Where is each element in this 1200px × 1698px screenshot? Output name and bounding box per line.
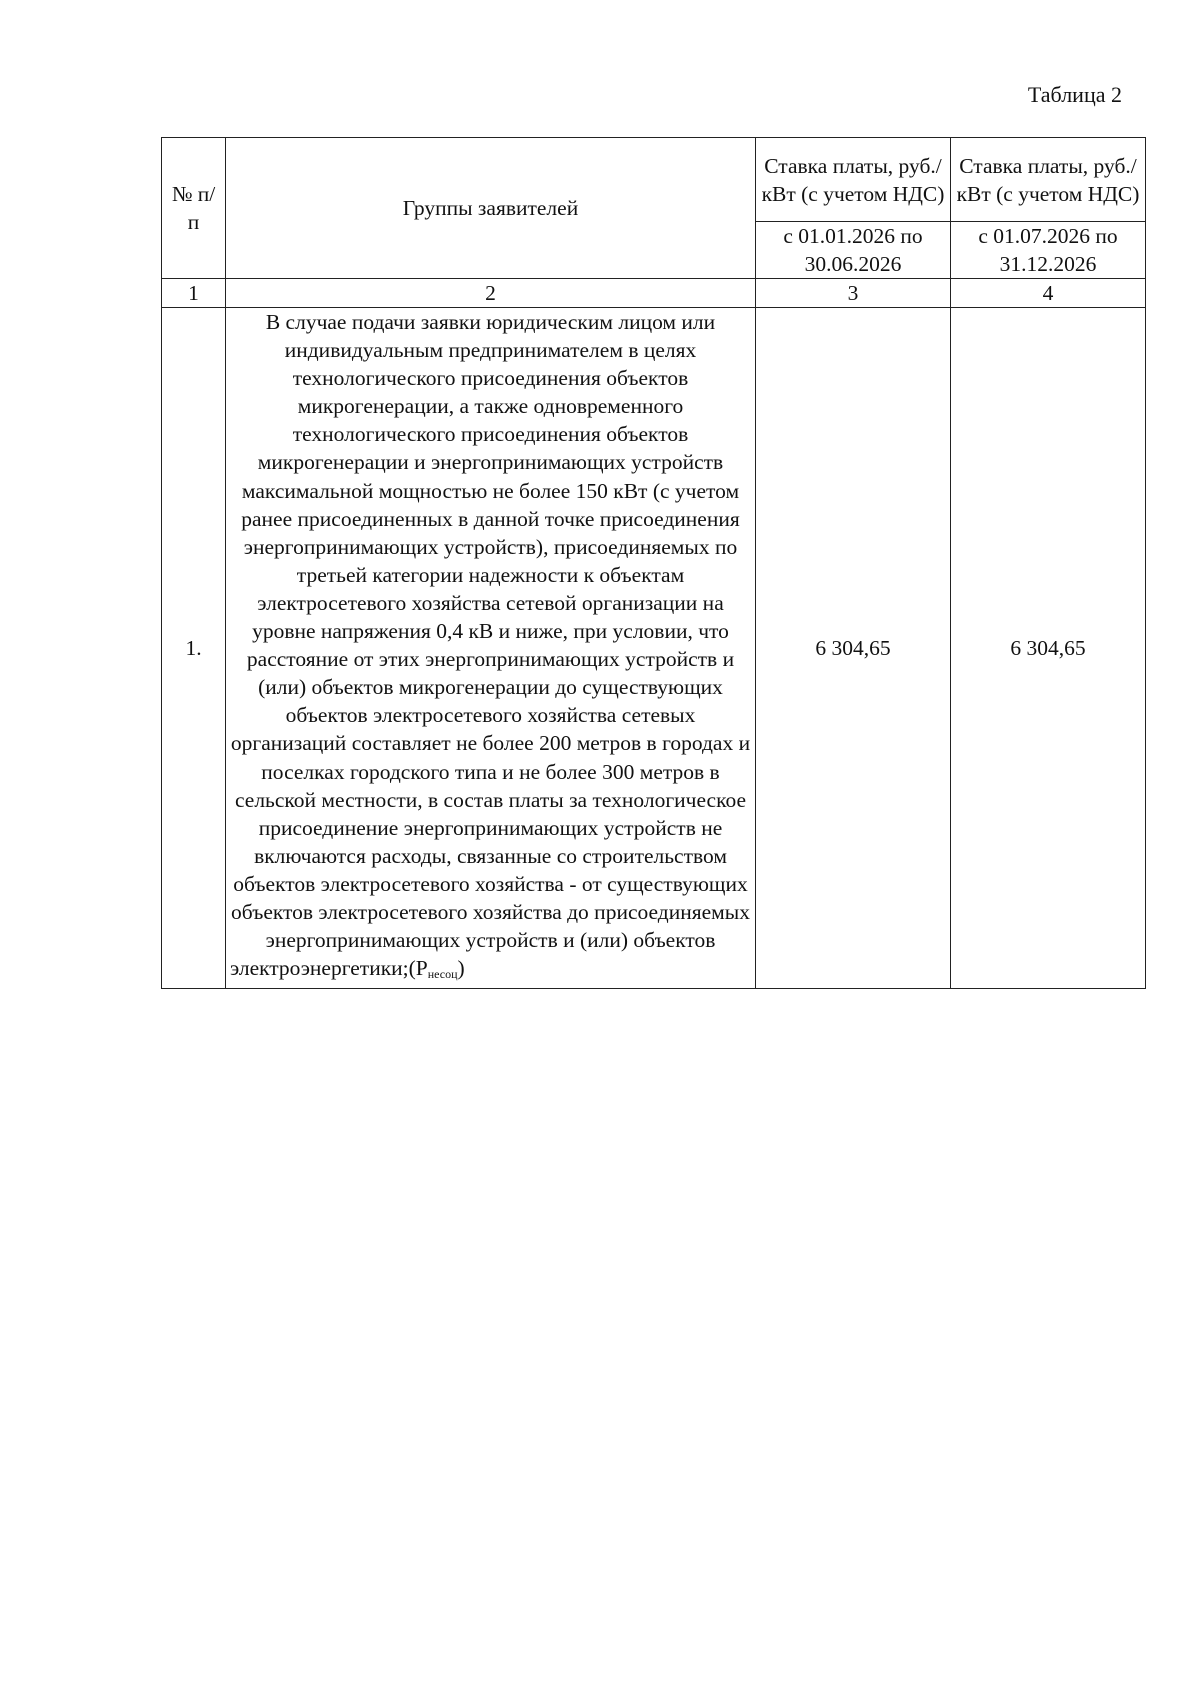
header-number-label: № п/п: [171, 182, 216, 234]
header-rate-cell-2: [951, 138, 1146, 222]
table-caption: Таблица 2: [1027, 82, 1122, 107]
column-number-3: 3: [756, 279, 951, 308]
header-group-cell: [226, 138, 756, 279]
header-group-label: Группы заявителей: [402, 196, 579, 220]
column-number-1: 1: [162, 279, 226, 308]
header-rate-label-1: Ставка платы, руб./кВт (с учетом НДС): [761, 153, 945, 206]
row-rate-cell-2: 6 304,65: [951, 308, 1146, 989]
header-rate-label-2: Ставка платы, руб./кВт (с учетом НДС): [956, 153, 1140, 206]
row-description-subscript: несоц: [427, 967, 458, 982]
column-number-4: 4: [951, 279, 1146, 308]
row-description-cell: [226, 308, 756, 989]
header-period-label-1: с 01.01.2026 по 30.06.2026: [783, 224, 923, 276]
header-period-label-2: с 01.07.2026 по 31.12.2026: [978, 224, 1118, 276]
table-row: [162, 308, 1146, 989]
row-rate-cell-1: 6 304,65: [756, 308, 951, 989]
column-numbering-row: [162, 279, 1146, 308]
row-number-cell: 1.: [162, 308, 226, 989]
row-description-end: ): [457, 956, 465, 981]
row-description-text: В случае подачи заявки юридическим лицом или индивидуальным предпринимателем в целях технологического присоединения объектов микрогенерации, а также одновременного технологического присоединения объектов микрогенерации и энергопринимающих устройств максимальной мощностью не более 150 кВт (с учетом ранее присоединенных в данной точке присоединения энергопринимающих устройств), присоединяемых по третьей категории надежности к объектам электросетевого хозяйства сетевой организации на уровне напряжения 0,4 кВ и ниже, при условии, что расстояние от этих энергопринимающих устройств и (или) объектов микрогенерации до существующих объектов электросетевого хозяйства сетевых организаций составляет не более 200 метров в городах и поселках городского типа и не более 300 метров в сельской местности, в состав платы за технологическое присоединение энергопринимающих устройств не включаются расходы, связанные со строительством объектов электросетевого хозяйства - от существующих объектов электросетевого хозяйства до присоединяемых энергопринимающих устройств и (или) объектов электроэнергетики;(P: [230, 310, 751, 981]
header-period-cell-1: [756, 222, 951, 279]
table-header-row: [162, 138, 1146, 222]
header-period-cell-2: [951, 222, 1146, 279]
column-number-2: 2: [226, 279, 756, 308]
header-number-cell: [162, 138, 226, 279]
header-rate-cell-1: [756, 138, 951, 222]
tariff-table: [161, 137, 1146, 989]
